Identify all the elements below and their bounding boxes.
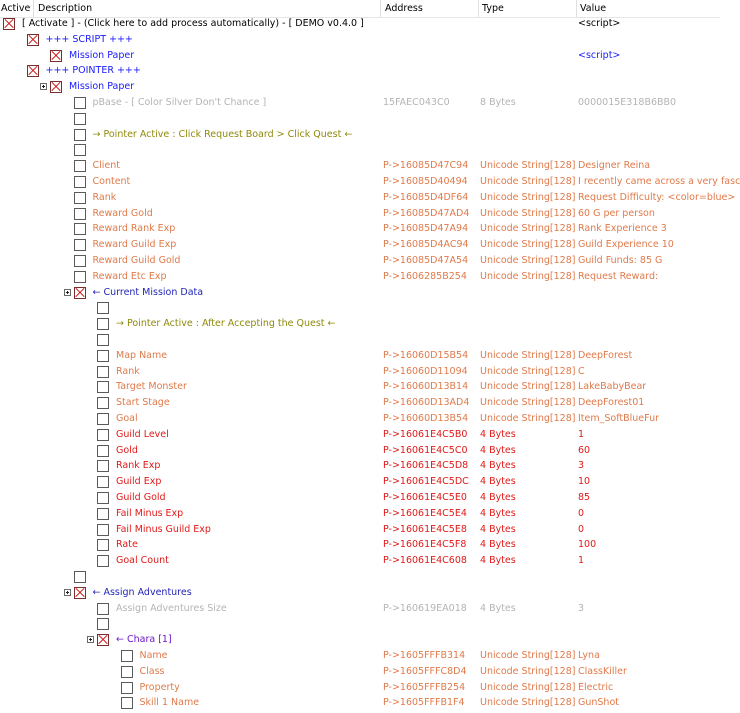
entry-description[interactable]: Mission Paper [69,49,135,61]
entry-address[interactable]: P->16061E4C5E8 [383,523,467,535]
entry-description[interactable]: Fail Minus Exp [116,507,184,519]
entry-type[interactable]: Unicode String[128] [480,255,576,266]
table-row[interactable] [0,537,720,553]
entry-value[interactable]: 100 [578,539,597,551]
entry-address[interactable]: P->16060D13B54 [383,413,469,424]
entry-value[interactable]: GunShot [578,697,619,709]
entry-address[interactable]: 15FAEC043C0 [383,97,450,108]
active-checkbox[interactable] [121,666,133,678]
active-checkbox[interactable] [97,524,109,536]
entry-address[interactable]: P->1606285B254 [383,270,467,282]
header-type[interactable]: Type [482,3,504,14]
active-checkbox[interactable] [97,302,109,314]
entry-description[interactable]: → Pointer Active : After Accepting the Quest ← [116,318,336,330]
table-row[interactable] [0,63,720,79]
entry-value[interactable]: Request Difficulty: <color=blue> [578,191,736,203]
table-row[interactable] [0,158,720,174]
entry-description[interactable]: Rank [116,365,140,377]
entry-type[interactable]: Unicode String[128] [480,681,576,693]
active-checkbox[interactable] [97,460,109,472]
entry-value[interactable]: 0 [578,507,585,519]
entry-type[interactable]: 4 Bytes [480,539,516,551]
entry-type[interactable]: Unicode String[128] [480,413,576,424]
entry-value[interactable]: Request Reward: [578,270,659,282]
entry-type[interactable]: Unicode String[128] [480,397,576,409]
entry-description[interactable]: Rate [116,539,138,551]
entry-description[interactable]: Map Name [116,349,168,361]
entry-description[interactable]: Rank Exp [116,460,161,472]
table-row[interactable] [0,585,720,601]
entry-value[interactable]: 3 [578,460,585,472]
active-checkbox[interactable] [97,539,109,551]
entry-type[interactable]: Unicode String[128] [480,665,576,677]
expand-toggle-icon[interactable] [40,83,47,90]
entry-description[interactable]: ← Assign Adventures [92,586,192,598]
header-value[interactable]: Value [580,3,607,14]
entry-value[interactable]: Rank Experience 3 [578,223,667,235]
active-checkbox[interactable] [97,397,109,409]
entry-value[interactable]: I recently came across a very fasc [578,176,740,187]
header-description[interactable]: Description [38,3,93,14]
entry-value[interactable]: 10 [578,476,591,488]
entry-value[interactable]: <script> [578,49,621,61]
entry-value[interactable]: 0 [578,523,585,535]
entry-type[interactable]: 4 Bytes [480,460,516,472]
entry-address[interactable]: P->16061E4C5B0 [383,428,468,440]
table-row[interactable] [0,237,720,253]
table-row[interactable] [0,285,720,301]
entry-value[interactable]: DeepForest [578,349,633,361]
entry-type[interactable]: Unicode String[128] [480,697,576,709]
table-row[interactable] [0,506,720,522]
active-checkbox[interactable] [27,65,39,77]
entry-description[interactable]: +++ SCRIPT +++ [45,33,133,45]
entry-description[interactable]: Reward Rank Exp [92,223,176,235]
entry-description[interactable]: ← Current Mission Data [92,286,204,298]
entry-address[interactable]: P->16085D47AD4 [383,207,470,219]
active-checkbox[interactable] [97,555,109,567]
table-row[interactable] [0,490,720,506]
entry-description[interactable]: Class [139,665,165,677]
table-row[interactable] [0,411,720,427]
entry-value[interactable]: 3 [578,602,585,614]
active-checkbox[interactable] [97,429,109,441]
entry-description[interactable]: +++ POINTER +++ [45,65,141,77]
table-row[interactable] [0,111,720,127]
entry-description[interactable]: Reward Guild Exp [92,239,177,251]
entry-value[interactable]: C [578,365,585,377]
entry-description[interactable]: Reward Etc Exp [92,270,167,282]
entry-address[interactable]: P->16085D4AC94 [383,239,469,251]
table-row[interactable] [0,174,740,190]
entry-description[interactable]: Reward Guild Gold [92,255,181,266]
table-row[interactable] [0,664,720,680]
active-checkbox[interactable] [74,113,86,125]
entry-value[interactable]: 1 [578,555,585,567]
table-row[interactable] [0,395,720,411]
active-checkbox[interactable] [97,508,109,520]
active-checkbox[interactable] [97,350,109,362]
active-checkbox[interactable] [74,255,86,267]
expand-toggle-icon[interactable] [64,289,71,296]
entry-type[interactable]: Unicode String[128] [480,207,576,219]
active-checkbox[interactable] [74,287,86,299]
entry-description[interactable]: Reward Gold [92,207,153,219]
active-checkbox[interactable] [50,81,62,93]
active-checkbox[interactable] [97,413,109,425]
entry-description[interactable]: Guild Level [116,428,169,440]
entry-description[interactable]: Property [139,681,180,693]
entry-type[interactable]: Unicode String[128] [480,223,576,235]
entry-type[interactable]: Unicode String[128] [480,270,576,282]
entry-description[interactable]: Goal [116,413,138,424]
active-checkbox[interactable] [97,603,109,615]
entry-address[interactable]: P->16085D47C94 [383,160,469,172]
entry-value[interactable]: Item_SoftBlueFur [578,413,660,424]
table-row[interactable] [0,553,720,569]
active-checkbox[interactable] [74,192,86,204]
entry-description[interactable]: Mission Paper [69,81,135,93]
entry-type[interactable]: 4 Bytes [480,602,516,614]
table-row[interactable] [0,269,720,285]
table-row[interactable] [0,16,720,32]
entry-description[interactable]: Fail Minus Guild Exp [116,523,211,535]
table-row[interactable] [0,142,720,158]
active-checkbox[interactable] [97,476,109,488]
active-checkbox[interactable] [121,650,133,662]
entry-value[interactable]: Guild Funds: 85 G [578,255,663,266]
table-row[interactable] [0,569,720,585]
entry-type[interactable]: 4 Bytes [480,492,516,503]
entry-value[interactable]: 0000015E318B6BB0 [578,97,677,108]
table-row[interactable] [0,95,720,111]
entry-value[interactable]: Designer Reina [578,160,651,172]
table-row[interactable] [0,79,720,95]
active-checkbox[interactable] [50,50,62,62]
entry-address[interactable]: P->1605FFFB1F4 [383,697,465,709]
entry-type[interactable]: Unicode String[128] [480,191,576,203]
entry-description[interactable]: pBase - [ Color Silver Don't Chance ] [92,97,267,108]
entry-address[interactable]: P->16061E4C5F8 [383,539,467,551]
active-checkbox[interactable] [97,618,109,630]
entry-type[interactable]: 8 Bytes [480,97,516,108]
entry-address[interactable]: P->16060D11094 [383,365,468,377]
entry-description[interactable]: Guild Gold [116,492,166,503]
entry-address[interactable]: P->16061E4C5E0 [383,492,467,503]
entry-value[interactable]: Lyna [578,650,600,661]
entry-value[interactable]: Electric [578,681,614,693]
entry-value[interactable]: 60 [578,444,591,456]
active-checkbox[interactable] [97,445,109,457]
entry-address[interactable]: P->16060D13B14 [383,381,469,393]
table-row[interactable] [0,458,720,474]
entry-value[interactable]: <script> [578,18,621,29]
entry-address[interactable]: P->16061E4C5D8 [383,460,469,472]
active-checkbox[interactable] [97,381,109,393]
active-checkbox[interactable] [97,334,109,346]
entry-address[interactable]: P->160619EA018 [383,602,467,614]
header-address[interactable]: Address [385,3,423,14]
active-checkbox[interactable] [74,587,86,599]
table-row[interactable] [0,680,720,696]
active-checkbox[interactable] [74,144,86,156]
table-row[interactable] [0,316,720,332]
entry-address[interactable]: P->16060D13AD4 [383,397,470,409]
entry-type[interactable]: Unicode String[128] [480,349,576,361]
active-checkbox[interactable] [121,697,133,709]
table-row[interactable] [0,522,720,538]
entry-address[interactable]: P->16061E4C5C0 [383,444,468,456]
active-checkbox[interactable] [97,492,109,504]
entry-value[interactable]: 85 [578,492,591,503]
table-row[interactable] [0,632,720,648]
entry-description[interactable]: Name [139,650,168,661]
entry-address[interactable]: P->16085D40494 [383,176,468,187]
entry-description[interactable]: Content [92,176,131,187]
entry-description[interactable]: Rank [92,191,117,203]
entry-value[interactable]: Guild Experience 10 [578,239,674,251]
active-checkbox[interactable] [27,34,39,46]
table-row[interactable] [0,190,736,206]
table-row[interactable] [0,300,720,316]
table-row[interactable] [0,253,720,269]
table-row[interactable] [0,648,720,664]
entry-type[interactable]: 4 Bytes [480,507,516,519]
table-row[interactable] [0,364,720,380]
entry-type[interactable]: 4 Bytes [480,555,516,567]
entry-type[interactable]: Unicode String[128] [480,160,576,172]
entry-description[interactable]: Guild Exp [116,476,162,488]
active-checkbox[interactable] [3,18,15,30]
table-row[interactable] [0,379,720,395]
expand-toggle-icon[interactable] [87,636,94,643]
entry-address[interactable]: P->16085D4DF64 [383,191,469,203]
entry-description[interactable]: Client [92,160,121,172]
table-row[interactable] [0,443,720,459]
header-active[interactable]: Active [1,3,31,14]
entry-description[interactable]: Start Stage [116,397,170,409]
active-checkbox[interactable] [97,634,109,646]
table-row[interactable] [0,332,720,348]
entry-type[interactable]: Unicode String[128] [480,365,576,377]
entry-value[interactable]: LakeBabyBear [578,381,647,393]
entry-type[interactable]: 4 Bytes [480,523,516,535]
entry-address[interactable]: P->16085D47A54 [383,255,469,266]
entry-description[interactable]: Gold [116,444,138,456]
entry-description[interactable]: ← Chara [1] [116,634,172,646]
entry-value[interactable]: 1 [578,428,585,440]
entry-description[interactable]: [ Activate ] - (Click here to add process automatically) - [ DEMO v0.4.0 ] [22,18,364,29]
entry-type[interactable]: 4 Bytes [480,476,516,488]
table-row[interactable] [0,32,720,48]
entry-address[interactable]: P->16060D15B54 [383,349,469,361]
active-checkbox[interactable] [74,208,86,220]
table-row[interactable] [0,221,720,237]
entry-address[interactable]: P->16085D47A94 [383,223,469,235]
table-row[interactable] [0,601,720,617]
active-checkbox[interactable] [74,271,86,283]
entry-type[interactable]: 4 Bytes [480,444,516,456]
entry-value[interactable]: 60 G per person [578,207,655,219]
entry-address[interactable]: P->16061E4C5DC [383,476,469,488]
entry-description[interactable]: Target Monster [116,381,187,393]
active-checkbox[interactable] [74,176,86,188]
entry-address[interactable]: P->16061E4C608 [383,555,467,567]
table-row[interactable] [0,427,720,443]
entry-description[interactable]: Assign Adventures Size [116,602,227,614]
table-row[interactable] [0,616,720,632]
active-checkbox[interactable] [74,97,86,109]
entry-type[interactable]: Unicode String[128] [480,650,576,661]
entry-type[interactable]: Unicode String[128] [480,176,576,187]
table-row[interactable] [0,695,720,711]
active-checkbox[interactable] [74,129,86,141]
entry-address[interactable]: P->16061E4C5E4 [383,507,467,519]
active-checkbox[interactable] [74,571,86,583]
entry-description[interactable]: → Pointer Active : Click Request Board > Click Quest ← [92,128,353,140]
entry-description[interactable]: Goal Count [116,555,169,567]
entry-type[interactable]: Unicode String[128] [480,381,576,393]
table-row[interactable] [0,206,720,222]
entry-value[interactable]: DeepForest01 [578,397,645,409]
table-row[interactable] [0,48,720,64]
entry-address[interactable]: P->1605FFFC8D4 [383,665,467,677]
active-checkbox[interactable] [121,682,133,694]
table-row[interactable] [0,474,720,490]
entry-value[interactable]: ClassKiller [578,665,627,677]
entry-address[interactable]: P->1605FFFB254 [383,681,466,693]
entry-type[interactable]: 4 Bytes [480,428,516,440]
active-checkbox[interactable] [97,366,109,378]
entry-type[interactable]: Unicode String[128] [480,239,576,251]
active-checkbox[interactable] [74,223,86,235]
entry-address[interactable]: P->1605FFFB314 [383,650,466,661]
active-checkbox[interactable] [97,318,109,330]
active-checkbox[interactable] [74,160,86,172]
table-row[interactable] [0,348,720,364]
table-row[interactable] [0,127,720,143]
active-checkbox[interactable] [74,239,86,251]
expand-toggle-icon[interactable] [64,589,71,596]
entry-description[interactable]: Skill 1 Name [139,697,200,709]
